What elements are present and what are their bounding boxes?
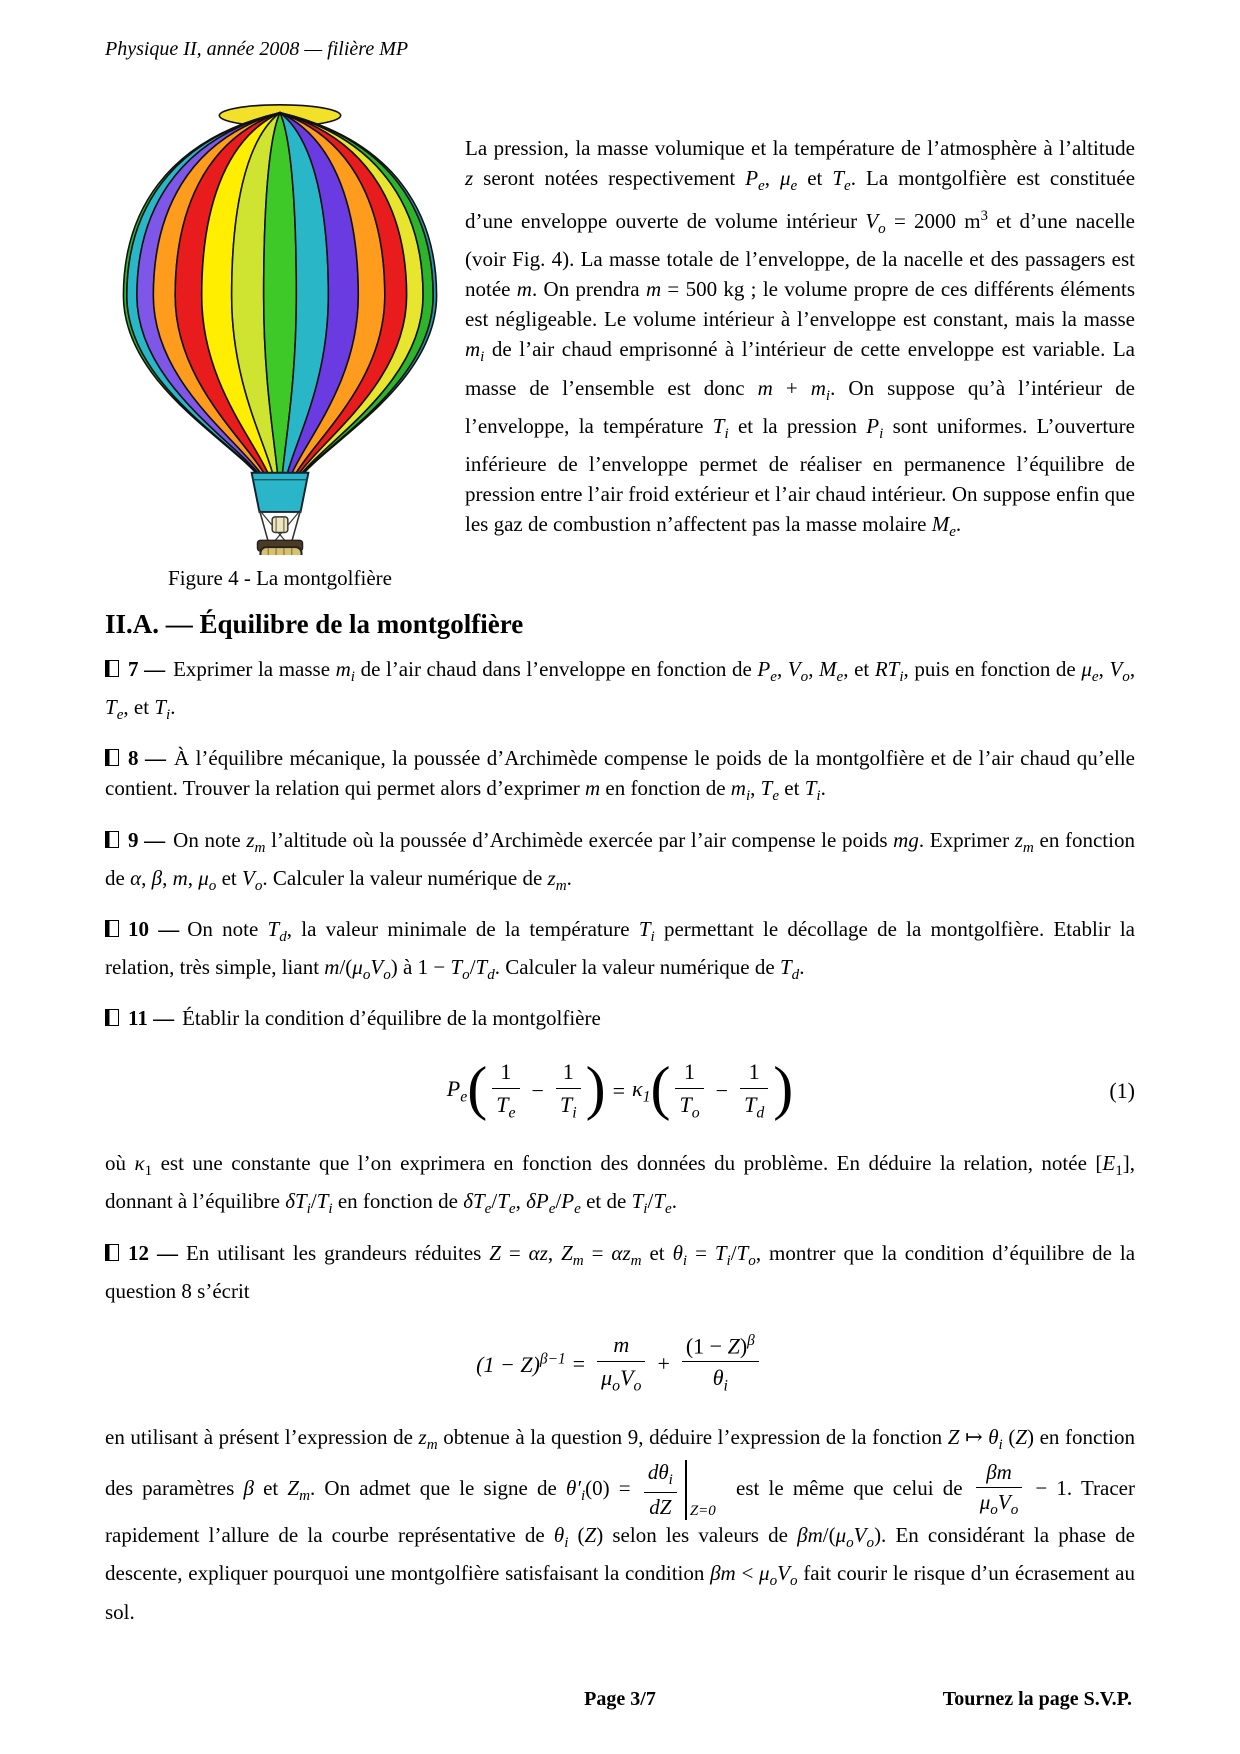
question-11 bbox=[105, 1003, 1135, 1033]
equals-operator: = bbox=[612, 1077, 625, 1103]
checkbox-icon bbox=[105, 1244, 119, 1261]
eq1-kappa: $\kappa_1$ bbox=[632, 1075, 651, 1105]
figure-row bbox=[105, 95, 1135, 591]
after-equation1-paragraph: où $\kappa_1$ est une constante que l’on exprimera en fonction des données du problème. En déduire la relation, notée $[E_1]$, donnant à l’équilibre $\delta T_i/T_i$ en fonction de $\delta T_e/T_e$, $\delta P_e/P_e$ et de $T_i/T_e$. bbox=[105, 1151, 1135, 1218]
intro-paragraph: La pression, la masse volumique et la température de l’atmosphère à l’altitude z seront notées respectivement $P_e$, $\mu_e$ et $T_e$. La montgolfière est constituée d’une enveloppe ouverte de volume intérieur $V_o = 2000$ $m^3$ et d’une nacelle (voir Fig. 4). La masse totale de l’enveloppe, de la nacelle et des passagers est notée m. On prendra m = 500 kg ; le volume propre de ces différents éléments est négligeable. Le volume intérieur à l’enveloppe est constant, mais la masse $m_i$ de l’air chaud emprisonné à l’intérieur de cette enveloppe est variable. La masse de l’ensemble est donc $m + m_i$. On suppose qu’à l’intérieur de l’enveloppe, la température $T_i$ et la pression $P_i$ sont uniformes. L’ouverture inférieure de l’enveloppe permet de réaliser en permanence l’équilibre de pression entre l’air froid extérieur et l’air chaud intérieur. On suppose enfin que les gaz de combustion n’affectent pas la masse molaire $M_e$. bbox=[465, 136, 1136, 541]
question-12 bbox=[105, 1238, 1135, 1306]
question-number: 12 — bbox=[128, 1240, 178, 1265]
question-9 bbox=[105, 825, 1135, 901]
question-text: On note $T_d$, la valeur minimale de la température $T_i$ permettant le décollage de la montgolfière. Etablir la relation, très simple, liant $m/(\mu_oV_o)$ à $1 - T_o/T_d$. Calculer la valeur numérique de $T_d$. bbox=[105, 916, 1136, 984]
figure-montgolfiere bbox=[105, 95, 455, 591]
question-text: À l’équilibre mécanique, la poussée d’Archimède compense le poids de la montgolfière et de l’air chaud qu’elle contient. Trouver la relation qui permet alors d’exprimer m en fonction de $m_i$, $T_e$ et $T_i$. bbox=[105, 746, 1136, 805]
intro-column bbox=[455, 95, 1135, 591]
minus-operator: − bbox=[715, 1077, 729, 1103]
equation-2 bbox=[105, 1332, 1135, 1396]
question-text: On note $z_m$ l’altitude où la poussée d’Archimède exercée par l’air compense le poids mg. Exprimer $z_m$ en fonction de α, β, m, $\mu_o$ et $V_o$. Calculer la valeur numérique de $z_m$. bbox=[105, 827, 1135, 894]
question-number: 9 — bbox=[128, 827, 166, 852]
eq2-lhs: $(1 - Z)^{\beta-1}$ bbox=[476, 1350, 566, 1377]
fraction: $\frac{m}{\mu_oV_o}$ bbox=[597, 1332, 645, 1395]
question-text: Exprimer la masse $m_i$ de l’air chaud dans l’enveloppe en fonction de $P_e$, $V_o$, $M_e$, et $RT_i$, puis en fonction de $\mu_e$, $V_o$, $T_e$, et $T_i$. bbox=[105, 657, 1136, 724]
beta-fraction: βm $\mu_oV_o$ bbox=[976, 1461, 1023, 1519]
closing-text: est le même que celui de bbox=[726, 1476, 972, 1501]
derivative-fraction: $d\theta_i$ dZ bbox=[644, 1461, 677, 1519]
plus-operator: + bbox=[657, 1350, 670, 1376]
fraction: $\frac{(1 - Z)^\beta}{\theta_i}$ bbox=[682, 1332, 759, 1396]
question-number: 8 — bbox=[128, 746, 166, 771]
evaluation-bar: Z=0 bbox=[685, 1460, 687, 1520]
question-10 bbox=[105, 914, 1135, 990]
checkbox-icon bbox=[105, 749, 119, 766]
question-number: 11 — bbox=[128, 1006, 175, 1031]
balloon-figure bbox=[113, 95, 447, 555]
figure-caption: Figure 4 - La montgolfière bbox=[168, 566, 392, 590]
checkbox-icon bbox=[105, 1009, 119, 1026]
question-8 bbox=[105, 743, 1135, 811]
eq1-coefficient: $P_e$ bbox=[446, 1075, 468, 1105]
balloon-basket bbox=[260, 547, 301, 555]
balloon-skirt bbox=[252, 473, 309, 512]
fraction: $\frac{1}{T_e}$ bbox=[492, 1059, 519, 1122]
checkbox-icon bbox=[105, 920, 119, 937]
equation-number: (1) bbox=[1109, 1077, 1135, 1103]
closing-text: en utilisant à présent l’expression de $z_m$ obtenue à la question 9, déduire l’expression de la fonction Z ↦ $\theta_i$ (Z) en fonction des paramètres β et $Z_m$. On admet que le signe de $\theta'_i(0)$ = bbox=[105, 1425, 1136, 1505]
question-number: 10 — bbox=[128, 916, 180, 941]
balloon-burner bbox=[272, 517, 288, 533]
balloon-gores bbox=[123, 113, 436, 475]
question-7 bbox=[105, 654, 1135, 730]
question-text: En utilisant les grandeurs réduites Z = αz, $Z_m = \alpha z_m$ et $\theta_i = T_i/T_o$, montrer que la condition d’équilibre de la question 8 s’écrit bbox=[105, 1240, 1136, 1303]
fraction: $\frac{1}{T_i}$ bbox=[556, 1059, 581, 1122]
footer-turn-note: Tournez la page S.V.P. bbox=[942, 1688, 1132, 1710]
equation-1: $P_e$( $\frac{1}{T_e}$ − $\frac{1}{T_i}$ ) = $\kappa_1$( $\frac{1}{T_o}$ − $\frac{1}{T_d}$ ) (1) bbox=[446, 1054, 1135, 1121]
fraction: $\frac{1}{T_o}$ bbox=[675, 1059, 703, 1122]
equals-operator: = bbox=[572, 1350, 586, 1376]
question-number: 7 — bbox=[128, 657, 166, 681]
closing-text: − 1. Tracer rapidement l’allure de la courbe représentative de $\theta_i$ (Z) selon les valeurs de $\beta m/(\mu_oV_o)$. En considérant la phase de descente, expliquer pourquoi une montgolfière satisfaisant la condition $\beta m < \mu_oV_o$ fait courir le risque d’un écrasement au sol. bbox=[105, 1476, 1135, 1624]
fraction: $\frac{1}{T_d}$ bbox=[740, 1059, 768, 1122]
section-title: II.A. — Équilibre de la montgolfière bbox=[105, 609, 524, 639]
question-text: Établir la condition d’équilibre de la montgolfière bbox=[182, 1006, 601, 1031]
checkbox-icon bbox=[105, 660, 119, 677]
page-title: Physique II, année 2008 — filière MP bbox=[105, 38, 409, 60]
checkbox-icon bbox=[105, 831, 119, 848]
minus-operator: − bbox=[531, 1077, 544, 1103]
footer-page-number: Page 3/7 bbox=[584, 1688, 656, 1710]
closing-paragraph bbox=[105, 1422, 1135, 1627]
